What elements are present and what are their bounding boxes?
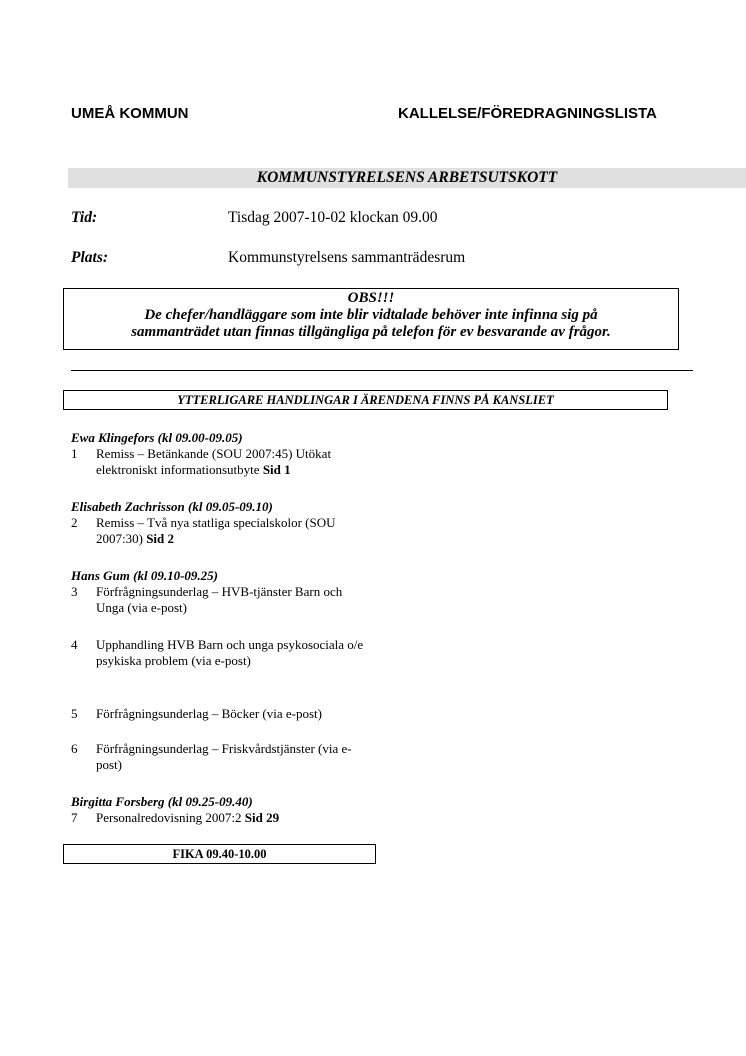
notice-line-1: De chefer/handläggare som inte blir vidtalade behöver inte infinna sig på	[144, 307, 598, 323]
agenda-item	[71, 741, 361, 773]
agenda-item-number: 3	[71, 584, 78, 599]
agenda-item-text: Upphandling HVB Barn och unga psykosociala o/e psykiska problem (via e-post)	[96, 637, 364, 668]
agenda-item-text: Personalredovisning 2007:2	[96, 810, 242, 825]
document-type: KALLELSE/FÖREDRAGNINGSLISTA	[398, 105, 657, 122]
agenda-item-number: 5	[71, 706, 78, 721]
agenda-item-page-ref: Sid 1	[262, 462, 291, 477]
agenda-item-text: Remiss – Betänkande (SOU 2007:45) Utökat elektroniskt informationsutbyte	[96, 446, 332, 477]
agenda-item-text: Förfrågningsunderlag – Friskvårdstjänster (via e-post)	[96, 741, 352, 772]
time-value: Tisdag 2007-10-02 klockan 09.00	[228, 209, 438, 226]
agenda-item	[71, 706, 381, 722]
presenter-heading: Birgitta Forsberg (kl 09.25-09.40)	[71, 794, 253, 809]
presenter-heading: Ewa Klingefors (kl 09.00-09.05)	[71, 430, 243, 445]
agenda-item	[71, 810, 381, 826]
committee-title: KOMMUNSTYRELSENS ARBETSUTSKOTT	[256, 169, 558, 186]
break-box: FIKA 09.40-10.00	[63, 844, 376, 864]
agenda-item-page-ref: Sid 2	[146, 531, 175, 546]
agenda-item-text: Förfrågningsunderlag – Böcker (via e-post)	[96, 706, 322, 721]
agenda-item-number: 2	[71, 515, 78, 530]
presenter-heading: Hans Gum (kl 09.10-09.25)	[71, 568, 218, 583]
presenter-heading: Elisabeth Zachrisson (kl 09.05-09.10)	[71, 499, 273, 514]
notice-box	[63, 288, 679, 350]
agenda-item-number: 7	[71, 810, 78, 825]
agenda-item	[71, 446, 381, 478]
municipality-name: UMEÅ KOMMUN	[71, 105, 189, 122]
place-label: Plats:	[71, 249, 109, 266]
agenda-item	[71, 637, 366, 669]
agenda-item-number: 4	[71, 637, 78, 652]
agenda-item-page-ref: Sid 29	[244, 810, 280, 825]
divider	[71, 370, 693, 371]
agenda-item-number: 6	[71, 741, 78, 756]
agenda-item	[71, 584, 366, 616]
time-label: Tid:	[71, 209, 98, 226]
agenda-item-text: Remiss – Två nya statliga specialskolor (SOU 2007:30)	[96, 515, 336, 546]
documents-banner: YTTERLIGARE HANDLINGAR I ÄRENDENA FINNS PÅ KANSLIET	[63, 390, 668, 410]
place-value: Kommunstyrelsens sammanträdesrum	[228, 249, 466, 266]
agenda-item	[71, 515, 361, 547]
committee-band	[68, 168, 746, 188]
agenda-item-number: 1	[71, 446, 78, 461]
agenda-item-text: Förfrågningsunderlag – HVB-tjänster Barn och Unga (via e-post)	[96, 584, 343, 615]
notice-line-2: sammanträdet utan finnas tillgängliga på telefon för ev besvarande av frågor.	[131, 324, 611, 340]
notice-title: OBS!!!	[347, 290, 395, 306]
